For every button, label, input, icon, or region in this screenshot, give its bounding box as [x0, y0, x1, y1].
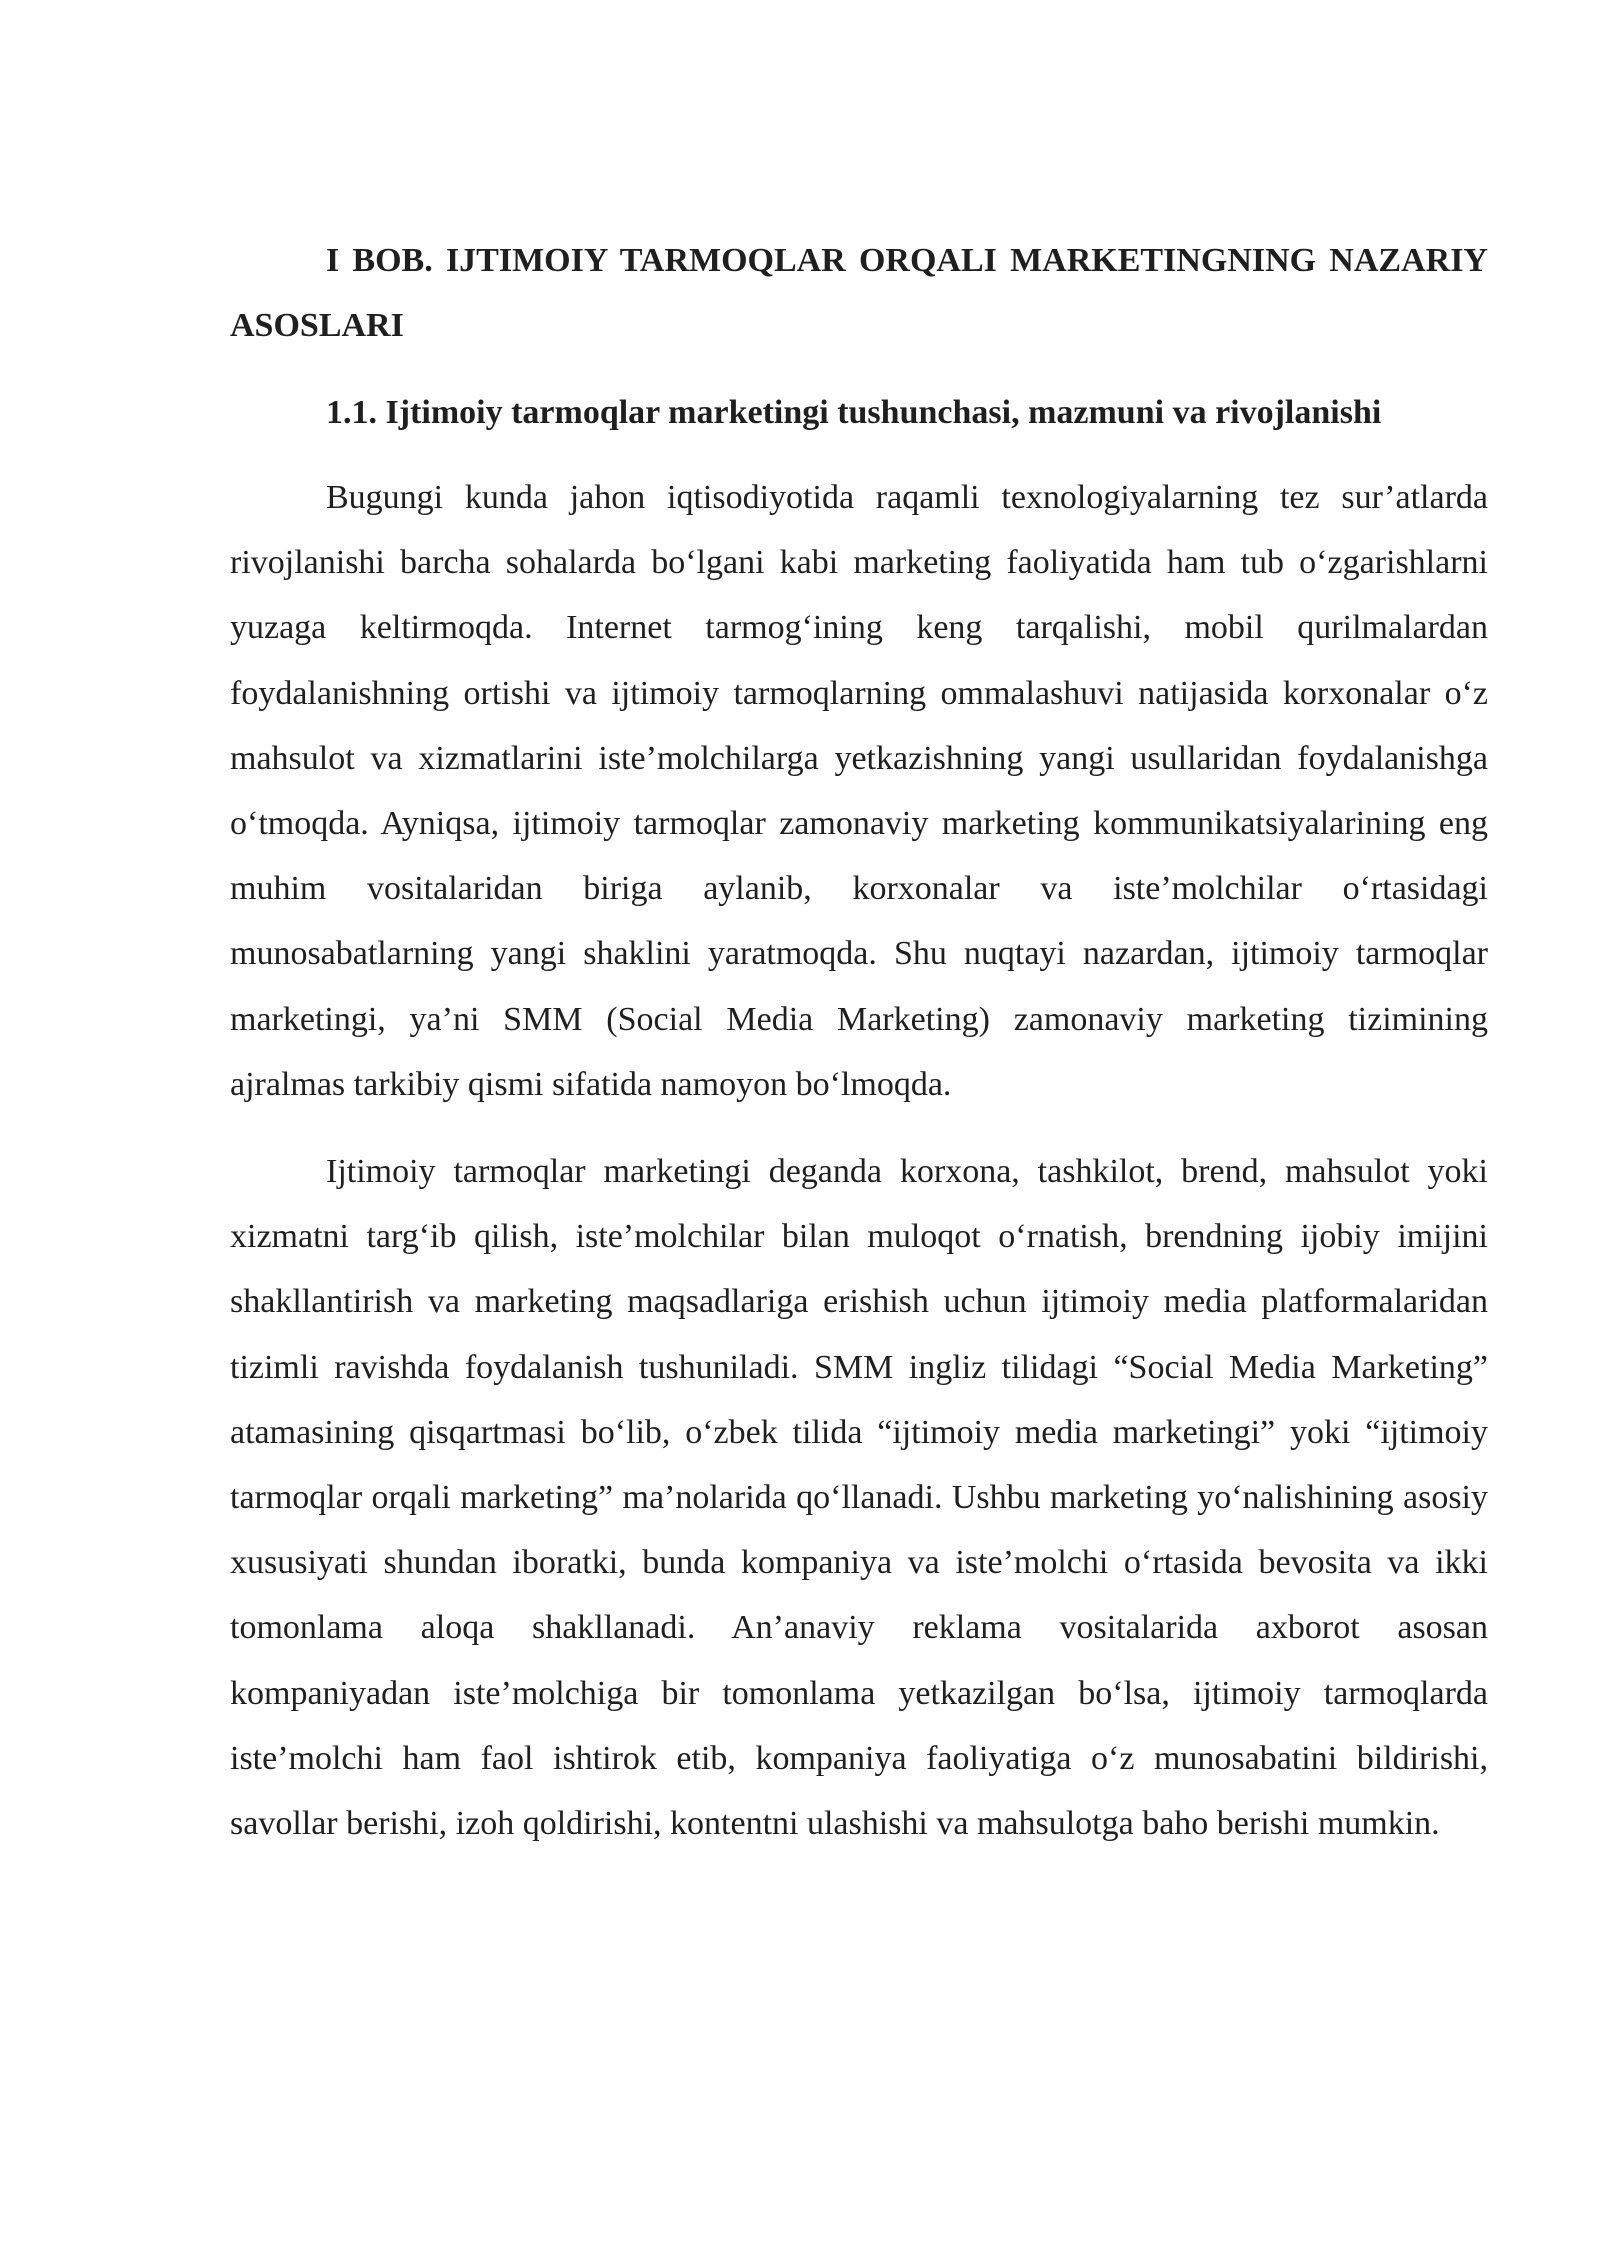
body-paragraph-1: Bugungi kunda jahon iqtisodiyotida raqamli texnologiyalarning tez sur’atlarda rivojlanishi barcha sohalarda bo‘lgani kabi marketing faoliyatida ham tub o‘zgarishlarni yuzaga keltirmoqda. Internet tarmog‘ining keng tarqalishi, mobil qurilmalardan foydalanishning ortishi va ijtimoiy tarmoqlarning ommalashuvi natijasida korxonalar o‘z mahsulot va xizmatlarini iste’molchilarga yetkazishning yangi usullaridan foydalanishga o‘tmoqda. Ayniqsa, ijtimoiy tarmoqlar zamonaviy marketing kommunikatsiyalarining eng muhim vositalaridan biriga aylanib, korxonalar va iste’molchilar o‘rtasidagi munosabatlarning yangi shaklini yaratmoqda. Shu nuqtayi nazardan, ijtimoiy tarmoqlar marketingi, ya’ni SMM (Social Media Marketing) zamonaviy marketing tizimining ajralmas tarkibiy qismi sifatida namoyon bo‘lmoqda. [230, 479, 1488, 1103]
section-title: 1.1. Ijtimoiy tarmoqlar marketingi tushunchasi, mazmuni va rivojlanishi [326, 394, 1382, 431]
chapter-title: I BOB. IJTIMOIY TARMOQLAR ORQALI MARKETINGNING NAZARIY ASOSLARI [230, 242, 1488, 344]
body-paragraph-2: Ijtimoiy tarmoqlar marketingi deganda korxona, tashkilot, brend, mahsulot yoki xizmatni targ‘ib qilish, iste’molchilar bilan muloqot o‘rnatish, brendning ijobiy imijini shakllantirish va marketing maqsadlariga erishish uchun ijtimoiy media platformalaridan tizimli ravishda foydalanish tushuniladi. SMM ingliz tilidagi “Social Media Marketing” atamasining qisqartmasi bo‘lib, o‘zbek tilida “ijtimoiy media marketingi” yoki “ijtimoiy tarmoqlar orqali marketing” ma’nolarida qo‘llanadi. Ushbu marketing yo‘nalishining asosiy xususiyati shundan iboratki, bunda kompaniya va iste’molchi o‘rtasida bevosita va ikki tomonlama aloqa shakllanadi. An’anaviy reklama vositalarida axborot asosan kompaniyadan iste’molchiga bir tomonlama yetkazilgan bo‘lsa, ijtimoiy tarmoqlarda iste’molchi ham faol ishtirok etib, kompaniya faoliyatiga o‘z munosabatini bildirishi, savollar berishi, izoh qoldirishi, kontentni ulashishi va mahsulotga baho berishi mumkin. [230, 1153, 1488, 1843]
page-content [230, 228, 1488, 1856]
